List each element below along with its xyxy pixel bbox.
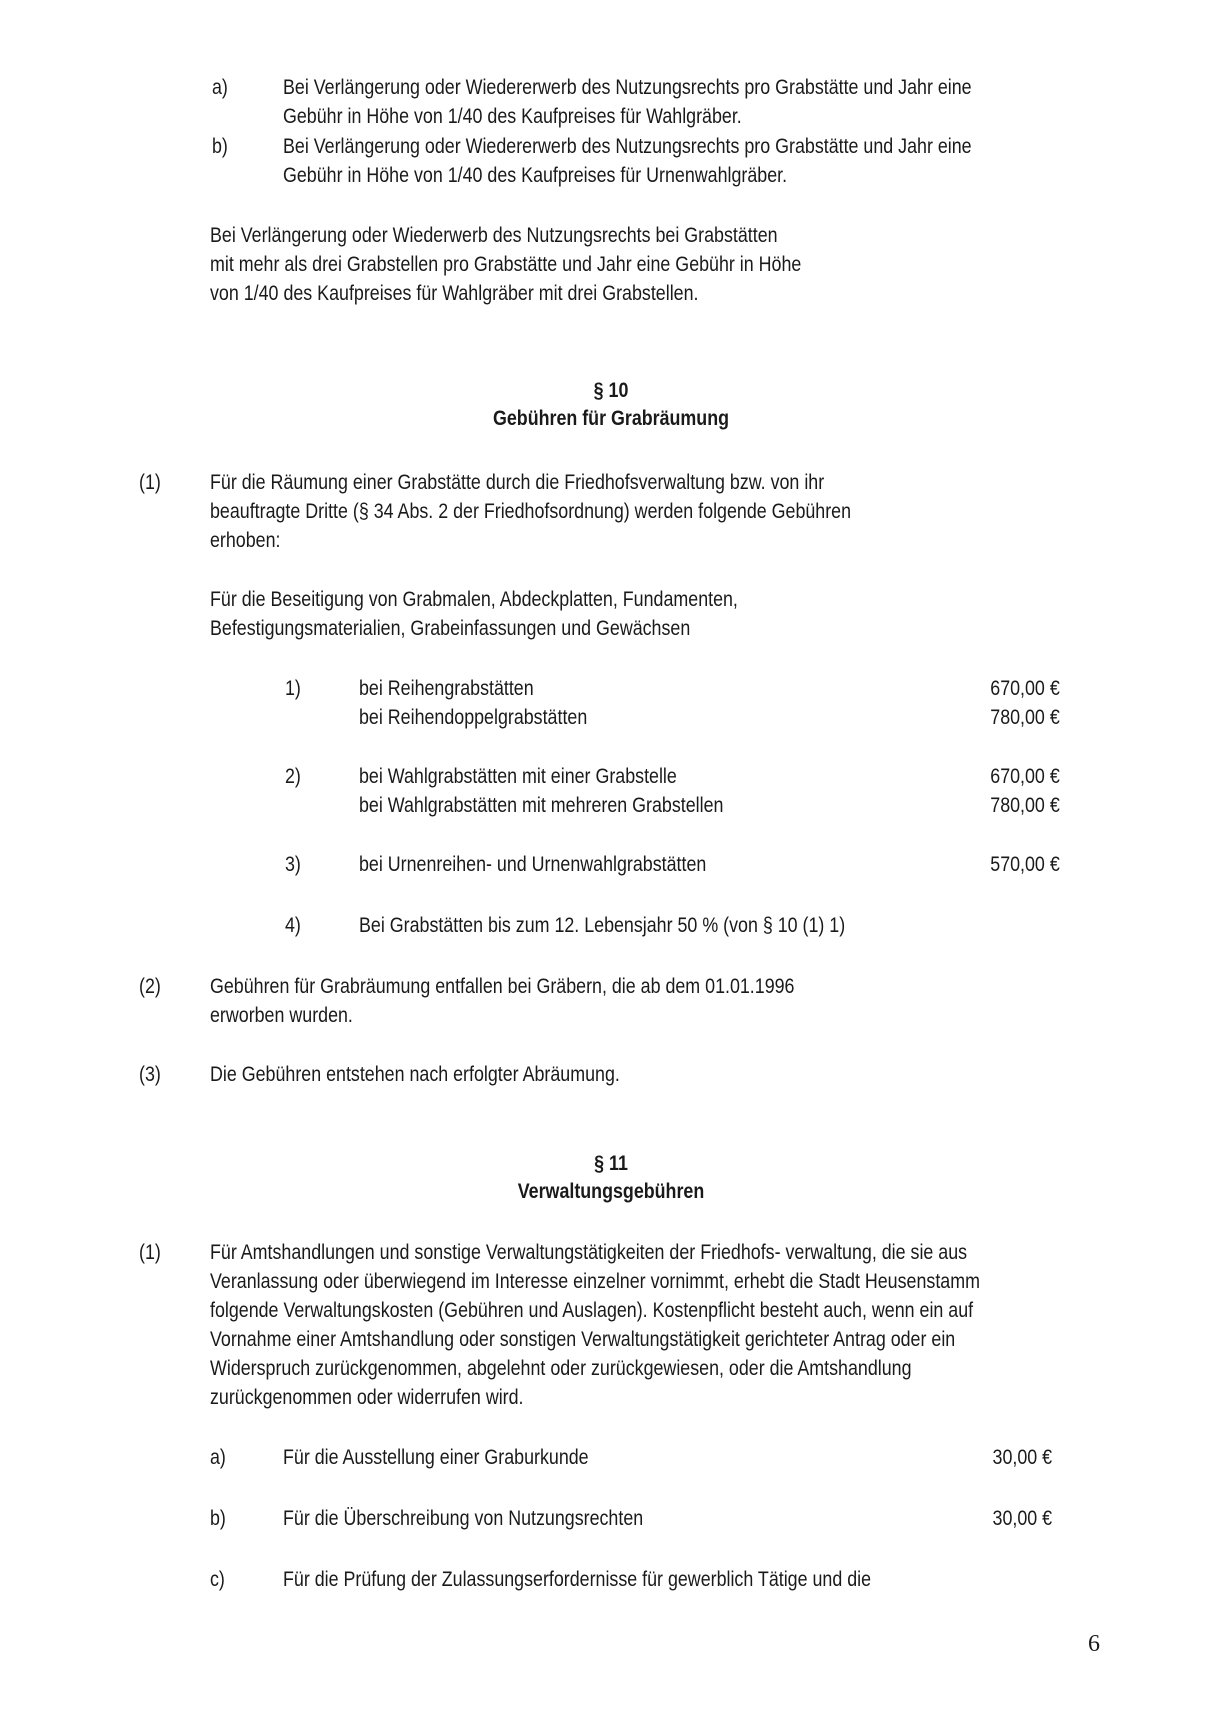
- fee-amount: 780,00 €: [990, 706, 1060, 729]
- section-10-p3-text: Die Gebühren entstehen nach erfolgter Abräumung.: [210, 1063, 620, 1086]
- section-10-title: Gebühren für Grabräumung: [492, 407, 730, 430]
- section-10-p1-sub-line-1: Für die Beseitigung von Grabmalen, Abdeckplatten, Fundamenten,: [210, 588, 738, 611]
- admin-fee-description: Für die Überschreibung von Nutzungsrechten: [283, 1507, 644, 1530]
- top-item-a-line-2: Gebühr in Höhe von 1/40 des Kaufpreises für Wahlgräber.: [283, 105, 742, 128]
- top-item-a-line-1: Bei Verlängerung oder Wiedererwerb des Nutzungsrechts pro Grabstätte und Jahr eine: [283, 76, 972, 99]
- admin-fee-description: Für die Prüfung der Zulassungserfordernisse für gewerblich Tätige und die: [283, 1568, 872, 1591]
- section-10-p1-line-1: Für die Räumung einer Grabstätte durch die Friedhofsverwaltung bzw. von ihr: [210, 471, 825, 494]
- admin-fee-label: c): [210, 1568, 225, 1591]
- fee-amount: 570,00 €: [990, 853, 1060, 876]
- section-10-number: § 10: [593, 379, 629, 402]
- top-paragraph-line-1: Bei Verlängerung oder Wiederwerb des Nutzungsrechts bei Grabstätten: [210, 224, 778, 247]
- top-item-b-line-1: Bei Verlängerung oder Wiedererwerb des Nutzungsrechts pro Grabstätte und Jahr eine: [283, 135, 972, 158]
- section-11-p1-line-1: Für Amtshandlungen und sonstige Verwaltungstätigkeiten der Friedhofs- verwaltung, die sie aus: [210, 1241, 968, 1264]
- fee-amount: 670,00 €: [990, 765, 1060, 788]
- section-11-p1-line-3: folgende Verwaltungskosten (Gebühren und Auslagen). Kostenpflicht besteht auch, wenn ein auf: [210, 1299, 974, 1322]
- section-11-p1-line-2: Veranlassung oder überwiegend im Interesse einzelner vornimmt, erhebt die Stadt Heusenstamm: [210, 1270, 980, 1293]
- section-10-p2-line-2: erworben wurden.: [210, 1004, 353, 1027]
- fee-description: bei Wahlgrabstätten mit mehreren Grabstellen: [359, 794, 724, 817]
- top-item-a-label: a): [212, 76, 228, 99]
- section-10-p1-label: (1): [139, 471, 161, 494]
- admin-fee-amount: 30,00 €: [992, 1507, 1052, 1530]
- admin-fee-label: a): [210, 1446, 226, 1469]
- fee-description: bei Reihendoppelgrabstätten: [359, 706, 588, 729]
- section-10-p2-label: (2): [139, 975, 161, 998]
- section-10-p2-line-1: Gebühren für Grabräumung entfallen bei Gräbern, die ab dem 01.01.1996: [210, 975, 795, 998]
- section-11-title: Verwaltungsgebühren: [517, 1180, 705, 1203]
- top-item-b-line-2: Gebühr in Höhe von 1/40 des Kaufpreises für Urnenwahlgräber.: [283, 164, 788, 187]
- fee-description: bei Wahlgrabstätten mit einer Grabstelle: [359, 765, 677, 788]
- section-11-p1-label: (1): [139, 1241, 161, 1264]
- page-number: 6: [1088, 1631, 1100, 1657]
- section-11-p1-line-5: Widerspruch zurückgenommen, abgelehnt oder zurückgewiesen, oder die Amtshandlung: [210, 1357, 912, 1380]
- fee-number: 1): [285, 677, 301, 700]
- section-11-p1-line-4: Vornahme einer Amtshandlung oder sonstigen Verwaltungstätigkeit gerichteter Antrag oder ein: [210, 1328, 956, 1351]
- fee-number: 2): [285, 765, 301, 788]
- admin-fee-description: Für die Ausstellung einer Graburkunde: [283, 1446, 589, 1469]
- fee-number: 4): [285, 914, 301, 937]
- section-11-number: § 11: [594, 1152, 628, 1175]
- admin-fee-label: b): [210, 1507, 226, 1530]
- top-paragraph-line-2: mit mehr als drei Grabstellen pro Grabstätte und Jahr eine Gebühr in Höhe: [210, 253, 802, 276]
- top-paragraph-line-3: von 1/40 des Kaufpreises für Wahlgräber mit drei Grabstellen.: [210, 282, 699, 305]
- section-10-p1-line-2: beauftragte Dritte (§ 34 Abs. 2 der Friedhofsordnung) werden folgende Gebühren: [210, 500, 852, 523]
- admin-fee-amount: 30,00 €: [992, 1446, 1052, 1469]
- fee-description: bei Urnenreihen- und Urnenwahlgrabstätten: [359, 853, 707, 876]
- fee-amount: 670,00 €: [990, 677, 1060, 700]
- top-item-b-label: b): [212, 135, 228, 158]
- fee-number: 3): [285, 853, 301, 876]
- fee-description: Bei Grabstätten bis zum 12. Lebensjahr 50 % (von § 10 (1) 1): [359, 914, 846, 937]
- section-11-p1-line-6: zurückgenommen oder widerrufen wird.: [210, 1386, 524, 1409]
- section-10-p3-label: (3): [139, 1063, 161, 1086]
- fee-description: bei Reihengrabstätten: [359, 677, 534, 700]
- section-10-p1-sub-line-2: Befestigungsmaterialien, Grabeinfassungen und Gewächsen: [210, 617, 691, 640]
- section-10-p1-line-3: erhoben:: [210, 529, 281, 552]
- fee-amount: 780,00 €: [990, 794, 1060, 817]
